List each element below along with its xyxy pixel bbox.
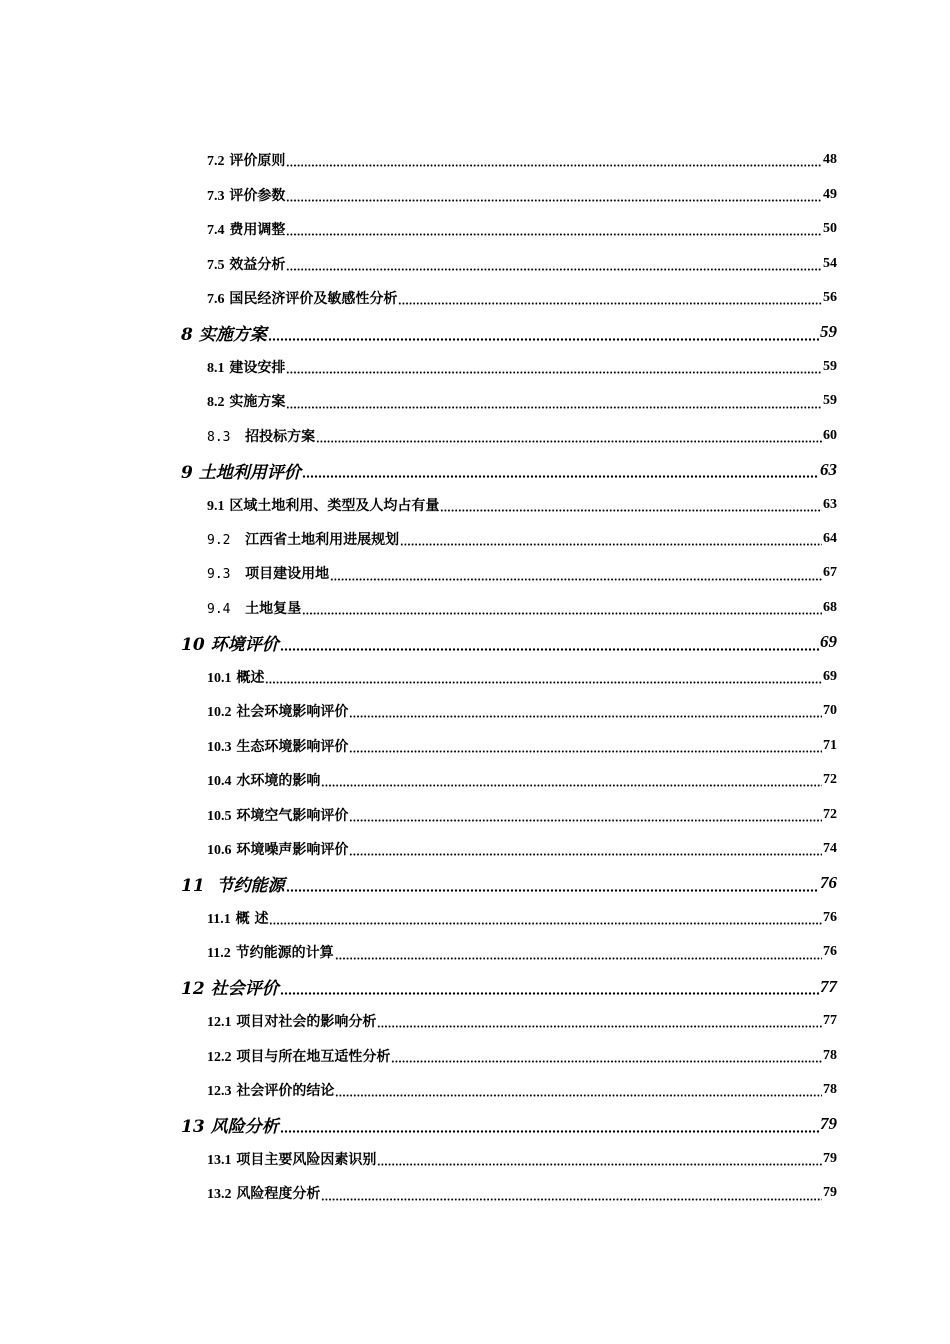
toc-entry-text: 环境评价 (210, 634, 279, 655)
table-of-contents (0, 143, 950, 1211)
dot-leader (286, 401, 822, 409)
dot-leader (400, 538, 822, 546)
toc-page-number: 60 (823, 427, 837, 443)
toc-chapter-entry[interactable] (0, 1107, 950, 1141)
toc-entry-text: 江西省土地利用进展规划 (245, 532, 400, 549)
toc-entry-number: 9 (181, 462, 193, 483)
toc-page-number: 72 (823, 772, 837, 788)
toc-entry-text: 评价参数 (229, 187, 286, 204)
toc-entry-text: 环境噪声影响评价 (236, 841, 349, 858)
toc-entry-number: 7.5 (207, 257, 225, 273)
dot-leader (269, 917, 822, 925)
toc-entry-number: 13.2 (207, 1187, 232, 1203)
toc-entry-text: 节约能源 (210, 875, 285, 896)
toc-entry-text: 招投标方案 (245, 428, 316, 445)
toc-entry-title (207, 598, 301, 618)
dot-leader (349, 848, 822, 856)
toc-section-entry[interactable] (0, 1142, 950, 1176)
toc-entry-text: 项目主要风险因素识别 (236, 1151, 377, 1168)
toc-entry-text: 概述 (236, 669, 265, 686)
toc-entry-title (207, 357, 285, 377)
dot-leader (391, 1055, 822, 1063)
toc-page-number: 72 (823, 806, 837, 822)
toc-entry-number: 10.6 (207, 842, 232, 858)
toc-entry-title (181, 974, 279, 999)
toc-entry-text: 风险分析 (210, 1116, 279, 1137)
toc-entry-text: 社会评价 (210, 979, 279, 1000)
dot-leader (377, 1158, 822, 1166)
toc-page-number: 71 (823, 737, 837, 753)
toc-entry-title (207, 288, 397, 308)
dot-leader (321, 1193, 822, 1201)
toc-section-entry[interactable] (0, 591, 950, 625)
toc-entry-separator (230, 532, 245, 548)
toc-section-entry[interactable] (0, 281, 950, 315)
toc-section-entry[interactable] (0, 728, 950, 762)
toc-entry-text: 土地利用评价 (198, 462, 301, 483)
toc-section-entry[interactable] (0, 1073, 950, 1107)
toc-page-number: 63 (820, 460, 837, 480)
toc-page-number: 70 (823, 703, 837, 719)
toc-entry-number: 10.1 (207, 670, 232, 686)
toc-section-entry[interactable] (0, 694, 950, 728)
toc-entry-title (207, 219, 285, 239)
toc-entry-title (207, 254, 285, 274)
toc-section-entry[interactable] (0, 1038, 950, 1072)
toc-entry-number: 7.4 (207, 223, 225, 239)
toc-entry-title (207, 426, 315, 446)
toc-chapter-entry[interactable] (0, 315, 950, 349)
toc-page-number: 59 (823, 358, 837, 374)
dot-leader (377, 1020, 822, 1028)
toc-entry-title (207, 667, 264, 687)
toc-entry-text: 费用调整 (229, 222, 286, 239)
toc-section-entry[interactable] (0, 797, 950, 831)
dot-leader (335, 952, 822, 960)
toc-page-number: 69 (823, 668, 837, 684)
toc-entry-text: 水环境的影响 (236, 773, 321, 790)
toc-entry-number: 12.1 (207, 1015, 232, 1031)
toc-section-entry[interactable] (0, 935, 950, 969)
toc-page-number: 74 (823, 840, 837, 856)
toc-entry-text: 社会环境影响评价 (236, 704, 349, 721)
toc-entry-text: 项目与所在地互适性分析 (236, 1048, 391, 1065)
toc-entry-number: 12.3 (207, 1084, 232, 1100)
toc-entry-text: 环境空气影响评价 (236, 807, 349, 824)
toc-entry-title (207, 1011, 376, 1031)
toc-entry-number: 11.1 (207, 911, 231, 927)
toc-section-entry[interactable] (0, 143, 950, 177)
toc-entry-text: 项目建设用地 (245, 566, 330, 583)
toc-page-number: 77 (823, 1013, 837, 1029)
toc-entry-title (207, 736, 348, 756)
toc-entry-title (181, 630, 279, 655)
dot-leader (286, 366, 822, 374)
dot-leader (286, 263, 822, 271)
dot-leader (280, 643, 819, 651)
toc-entry-title (207, 942, 334, 962)
toc-entry-text: 土地复垦 (245, 600, 302, 617)
dot-leader (321, 779, 822, 787)
dot-leader (335, 1089, 822, 1097)
toc-entry-number: 9.4 (207, 601, 231, 617)
toc-entry-title (181, 871, 285, 896)
toc-entry-title (207, 701, 348, 721)
toc-entry-number: 10.3 (207, 739, 232, 755)
toc-page-number: 50 (823, 221, 837, 237)
toc-entry-title (207, 563, 329, 583)
toc-entry-text: 风险程度分析 (236, 1186, 321, 1203)
toc-entry-number: 10.4 (207, 774, 232, 790)
toc-section-entry[interactable] (0, 522, 950, 556)
toc-entry-title (181, 1112, 279, 1137)
toc-entry-number: 10.5 (207, 808, 232, 824)
toc-entry-number: 10.2 (207, 705, 232, 721)
dot-leader (316, 435, 822, 443)
toc-entry-title (207, 1046, 390, 1066)
toc-entry-number: 9.2 (207, 533, 231, 549)
toc-entry-title (207, 770, 320, 790)
toc-page-number: 76 (820, 873, 837, 893)
dot-leader (398, 297, 822, 305)
toc-entry-text: 生态环境影响评价 (236, 738, 349, 755)
toc-entry-title (207, 805, 348, 825)
toc-page-number: 68 (823, 599, 837, 615)
toc-section-entry[interactable] (0, 763, 950, 797)
dot-leader (286, 884, 819, 892)
toc-chapter-entry[interactable] (0, 625, 950, 659)
dot-leader (268, 333, 819, 341)
toc-entry-number: 13 (181, 1116, 205, 1137)
toc-section-entry[interactable] (0, 1004, 950, 1038)
toc-entry-number: 10 (181, 634, 205, 655)
dot-leader (286, 194, 822, 202)
toc-page-number: 64 (823, 531, 837, 547)
toc-entry-number: 13.1 (207, 1152, 232, 1168)
toc-page-number: 77 (820, 976, 837, 996)
toc-page-number: 54 (823, 255, 837, 271)
toc-entry-text: 国民经济评价及敏感性分析 (229, 290, 398, 307)
toc-entry-text: 实施方案 (229, 394, 286, 411)
toc-page-number: 76 (823, 909, 837, 925)
dot-leader (330, 573, 822, 581)
toc-entry-number: 11.2 (207, 946, 231, 962)
dot-leader (280, 987, 819, 995)
toc-entry-separator (230, 566, 245, 582)
toc-entry-title (207, 908, 268, 928)
dot-leader (265, 676, 822, 684)
toc-page-number: 79 (823, 1185, 837, 1201)
toc-page-number: 69 (820, 632, 837, 652)
dot-leader (286, 228, 822, 236)
toc-section-entry[interactable] (0, 660, 950, 694)
toc-entry-title (207, 495, 439, 515)
toc-section-entry[interactable] (0, 1176, 950, 1210)
toc-entry-title (207, 1080, 334, 1100)
toc-entry-text: 实施方案 (198, 324, 267, 345)
toc-entry-number: 12.2 (207, 1049, 232, 1065)
toc-page-number: 78 (823, 1047, 837, 1063)
toc-entry-title (207, 1149, 376, 1169)
toc-entry-number: 8.2 (207, 395, 225, 411)
toc-page-number: 63 (823, 496, 837, 512)
dot-leader (280, 1125, 819, 1133)
toc-chapter-entry[interactable] (0, 866, 950, 900)
toc-section-entry[interactable] (0, 901, 950, 935)
toc-entry-number: 7.2 (207, 154, 225, 170)
toc-entry-separator (230, 601, 245, 617)
toc-section-entry[interactable] (0, 384, 950, 418)
toc-entry-number: 7.3 (207, 188, 225, 204)
toc-page-number: 67 (823, 565, 837, 581)
toc-page-number: 49 (823, 186, 837, 202)
toc-entry-text: 区域土地利用、类型及人均占有量 (229, 497, 440, 514)
toc-entry-number: 7.6 (207, 291, 225, 307)
toc-section-entry[interactable] (0, 419, 950, 453)
toc-entry-text: 节约能源的计算 (235, 945, 334, 962)
toc-entry-text: 项目对社会的影响分析 (236, 1014, 377, 1031)
toc-section-entry[interactable] (0, 832, 950, 866)
toc-page-number: 79 (820, 1114, 837, 1134)
toc-page-number: 59 (823, 393, 837, 409)
toc-entry-title (207, 839, 348, 859)
toc-entry-number: 8.3 (207, 429, 231, 445)
dot-leader (302, 607, 822, 615)
toc-entry-text: 社会评价的结论 (236, 1083, 335, 1100)
toc-entry-title (207, 529, 399, 549)
toc-section-entry[interactable] (0, 177, 950, 211)
toc-section-entry[interactable] (0, 487, 950, 521)
toc-entry-text: 建设安排 (229, 359, 286, 376)
toc-entry-title (207, 185, 285, 205)
toc-entry-text: 评价原则 (229, 153, 286, 170)
toc-entry-title (207, 150, 285, 170)
toc-entry-number: 8.1 (207, 360, 225, 376)
toc-entry-number: 11 (181, 875, 205, 896)
toc-chapter-entry[interactable] (0, 453, 950, 487)
toc-section-entry[interactable] (0, 212, 950, 246)
toc-entry-separator (230, 429, 245, 445)
toc-entry-text: 效益分析 (229, 256, 286, 273)
toc-entry-title (181, 320, 267, 345)
dot-leader (440, 504, 822, 512)
toc-section-entry[interactable] (0, 556, 950, 590)
toc-page-number: 76 (823, 944, 837, 960)
toc-entry-title (207, 1183, 320, 1203)
toc-section-entry[interactable] (0, 246, 950, 280)
toc-page-number: 59 (820, 322, 837, 342)
toc-page-number: 56 (823, 289, 837, 305)
dot-leader (349, 710, 822, 718)
toc-entry-number: 12 (181, 979, 205, 1000)
dot-leader (349, 745, 822, 753)
toc-entry-text: 概 述 (235, 910, 269, 927)
toc-entry-title (181, 458, 301, 483)
toc-entry-number: 8 (181, 324, 193, 345)
toc-chapter-entry[interactable] (0, 970, 950, 1004)
toc-page-number: 79 (823, 1150, 837, 1166)
toc-page-number: 48 (823, 152, 837, 168)
toc-page-number: 78 (823, 1082, 837, 1098)
dot-leader (302, 470, 819, 478)
dot-leader (349, 814, 822, 822)
toc-entry-number: 9.3 (207, 567, 231, 583)
toc-section-entry[interactable] (0, 350, 950, 384)
toc-entry-number: 9.1 (207, 498, 225, 514)
toc-entry-title (207, 391, 285, 411)
dot-leader (286, 159, 822, 167)
